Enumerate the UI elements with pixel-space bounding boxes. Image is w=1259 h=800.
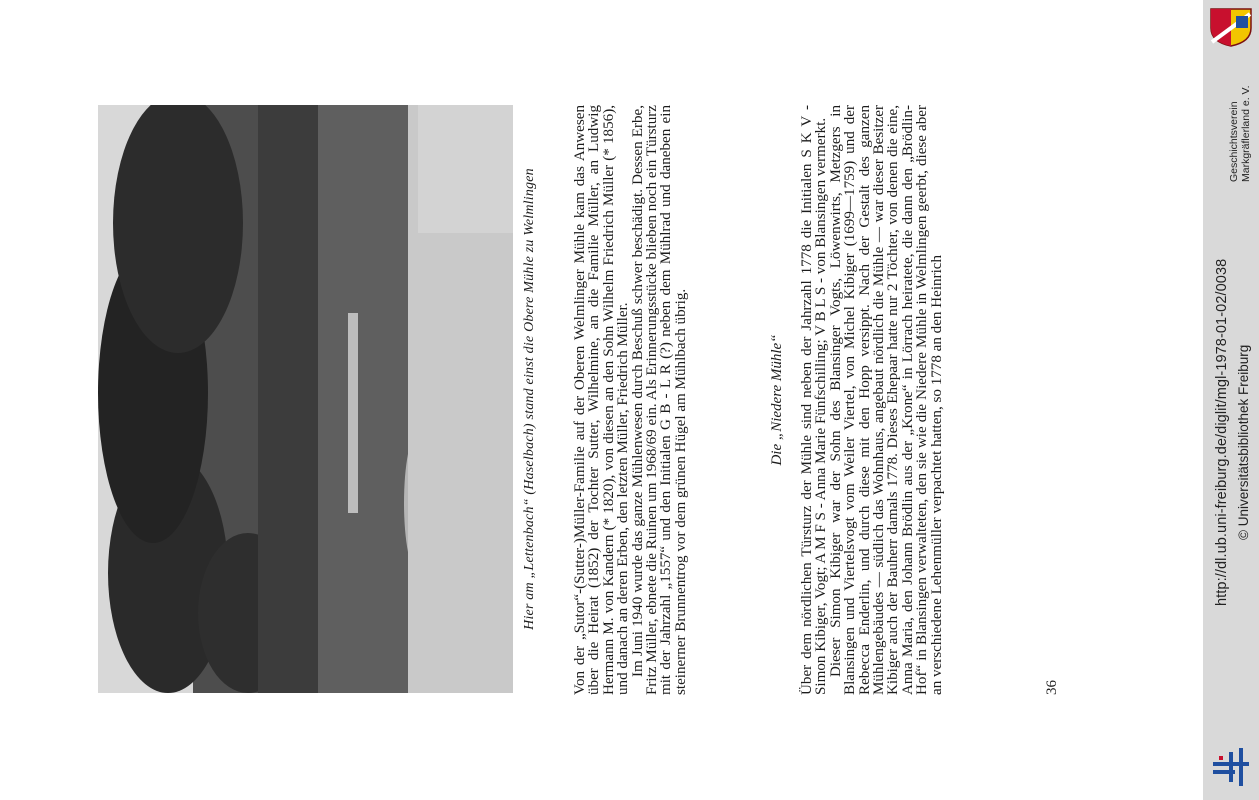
section-heading: Die „Niedere Mühle“ bbox=[769, 334, 785, 466]
crest-icon bbox=[1208, 6, 1254, 48]
photo-scene bbox=[98, 105, 513, 693]
mill-photograph bbox=[98, 105, 513, 693]
section-lower-mill bbox=[800, 105, 944, 695]
copyright-notice: © Universitätsbibliothek Freiburg bbox=[1236, 344, 1251, 540]
paragraph: Dieser Simon Kibiger war der Sohn des Blansinger Vogts, Löwenwirts, Metzgers in Blansingen und Viertelsvogt vom Weiler Viertel, von Michel Kibiger (1699—1759) und der Rebecca Enderlin, und durch diese mit den Hopp versippt. Nach der Gestalt des ganzen Mühlengebäudes — südlich das Wohnhaus, angebaut nördlich die Mühle — war dieser Besitzer Kibiger auch der Bauherr damals 1778. Dieses Ehepaar hatte nur 2 Töchter, von denen die eine, Anna Maria, den Johann Brödlin aus der „Krone“ in Lörrach heiratete, die dann den „Brödlin-Hof“ in Blansingen verwalteten, den sie wie die Niedere Mühle in Welmlingen geerbt, diese aber an verschiedene Lehenmüller verpachtet hatten, so 1778 an den Heinrich bbox=[827, 105, 945, 695]
section-upper-mill bbox=[573, 105, 688, 695]
paragraph: Über dem nördlichen Türsturz der Mühle sind neben der Jahrzahl 1778 die Initialen S K V - Simon Kibiger, Vogt; A M F S - Anna Marie Fünfschilling; V B L S - von Blansingen vermerkt. bbox=[799, 105, 830, 695]
paragraph: Von der „Sutor“-(Sutter-)Müller-Familie auf der Oberen Welmlinger Mühle kam das Anwesen über die Heirat (1852) der Tochter Sutter, Wilhelmine, an die Familie Müller, an Ludwig Hermann M. von Kandern (* 1820), von diesen an den Sohn Wilhelm Friedrich Müller (* 1856), und danach an deren Erben, den letzten Müller, Friedrich Müller. bbox=[572, 105, 632, 695]
paragraph: Im Juni 1940 wurde das ganze Mühlenwesen durch Beschuß schwer beschädigt. Dessen Erbe, Fritz Müller, ebnete die Ruinen um 1968/69 ein. Als Erinnerungsstücke blieben noch ein Türsturz mit der Jahrzahl „1557“ und den Initialen G B - L R (?) neben dem Mühlrad und daneben ein steinerner Brunnentrog vor dem grünen Hügel am Mühlbach übrig. bbox=[629, 105, 689, 695]
permalink-url[interactable]: http://dl.ub.uni-freiburg.de/diglit/mgl-1978-01-02/0038 bbox=[1214, 258, 1230, 606]
page-number: 36 bbox=[1044, 680, 1060, 695]
ub-freiburg-logo-icon bbox=[1213, 748, 1249, 786]
photo-caption: Hier am „Lettenbach“ (Haselbach) stand einst die Obere Mühle zu Welmlingen bbox=[522, 168, 537, 630]
society-name-line2: Markgräflerland e. V. bbox=[1240, 85, 1252, 182]
society-name-line1: Geschichtsverein bbox=[1228, 101, 1240, 182]
